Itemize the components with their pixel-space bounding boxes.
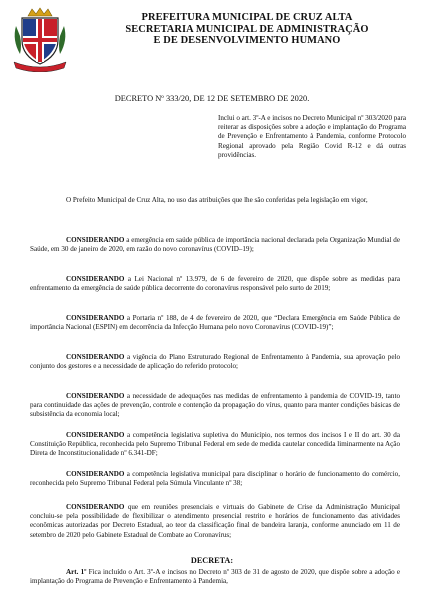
considerando-keyword: CONSIDERANDO [66, 392, 125, 400]
considerando-6 [30, 431, 400, 459]
considerando-keyword: CONSIDERANDO [66, 470, 125, 478]
considerando-text: a necessidade de adequações nas medidas de enfrentamento à pandemia de COVID-19, tanto para continuidade das ações de prevenção, controle e contenção da propagação do vírus, quanto para manter condições básicas de subsistência da economia local; [30, 392, 400, 419]
considerando-keyword: CONSIDERANDO [66, 275, 125, 283]
decreta-heading: DECRETA: [190, 556, 234, 565]
ementa-summary: Inclui o art. 3º-A e incisos no Decreto Municipal nº 303/2020 para reiterar as disposições sobre a adoção e implantação do Programa de Prevenção e Enfrentamento à Pandemia, conforme Protocolo Regional aprovado pela Região Covid R-12 e dá outras providências. [218, 114, 407, 159]
considerando-3 [30, 314, 400, 332]
considerando-keyword: CONSIDERANDO [66, 503, 125, 511]
considerando-text: a competência legislativa municipal para disciplinar o horário de funcionamento do comércio, reconhecida pelo Supremo Tribunal Federal pela Súmula Vinculante nº 38; [30, 470, 400, 488]
considerando-text: a emergência em saúde pública de importância nacional declarada pela Organização Mundial de Saúde, em 30 de janeiro de 2020, em razão do novo coronavírus (COVID–19); [30, 236, 400, 254]
letterhead-line-2: SECRETARIA MUNICIPAL DE ADMINISTRAÇÃO [125, 23, 369, 35]
considerando-5 [30, 392, 400, 420]
considerando-keyword: CONSIDERANDO [66, 431, 125, 439]
preamble [30, 196, 400, 205]
considerando-text: a vigência do Plano Estruturado Regional de Enfrentamento à Pandemia, sua aprovação pelo conjunto dos gestores e a necessidade de aplicação do referido protocolo; [30, 353, 400, 371]
considerando-keyword: CONSIDERANDO [66, 236, 125, 244]
considerando-7 [30, 470, 400, 488]
considerando-4 [30, 353, 400, 371]
considerando-text: a Lei Nacional nº 13.979, de 6 de fevereiro de 2020, que dispõe sobre as medidas para enfrentamento da emergência de saúde pública decorrente do coronavírus responsável pelo surto de 2019; [30, 275, 400, 293]
letterhead [82, 12, 412, 47]
considerando-1 [30, 236, 400, 254]
considerando-text: que em reuniões presenciais e virtuais do Gabinete de Crise da Administração Municipal concluiu-se pela possibilidade de flexibilizar o atendimento presencial restrito e horários de funcionamento das atividades econômicas autorizadas por Decreto Estadual, ao teor da classificação final de bandeira laranja, conforme anunciado em 11 de setembro de 2020 pelo Gabinete Estadual de Combate ao Coronavírus; [30, 503, 400, 539]
preamble-text: O Prefeito Municipal de Cruz Alta, no uso das atribuições que lhe são conferidas pela legislação em vigor, [66, 196, 368, 204]
article-1-keyword: Art. 1º [66, 568, 87, 576]
considerando-text: a Portaria nº 188, de 4 de fevereiro de 2020, que “Declara Emergência em Saúde Pública de importância Nacional (ESPIN) em decorrência da Infecção Humana pelo novo Coronavírus (COVID-19)”; [30, 314, 400, 332]
considerando-keyword: CONSIDERANDO [66, 314, 125, 322]
article-1 [30, 568, 400, 586]
considerando-8 [30, 503, 400, 540]
letterhead-line-3: E DE DESENVOLVIMENTO HUMANO [153, 35, 341, 46]
coat-of-arms-icon [10, 6, 70, 72]
considerando-2 [30, 275, 400, 293]
considerando-text: a competência legislativa supletiva do Município, nos termos dos incisos I e II do art. 30 da Constituição República, reconhecida pelo Supremo Tribunal Federal em sede de medida cautelar concedida liminarmente na Ação Direta de Inconstitucionalidade nº 6.341-DF; [30, 431, 400, 458]
decree-title: DECRETO Nº 333/20, DE 12 DE SETEMBRO DE 2020. [114, 94, 310, 103]
article-1-text: Fica incluído o Art. 3º-A e incisos no Decreto nº 303 de 31 de agosto de 2020, que dispõe sobre a adoção e implantação do Programa de Prevenção e Enfrentamento à Pandemia, [30, 568, 400, 586]
considerando-keyword: CONSIDERANDO [66, 353, 125, 361]
letterhead-line-1: PREFEITURA MUNICIPAL DE CRUZ ALTA [141, 12, 353, 23]
